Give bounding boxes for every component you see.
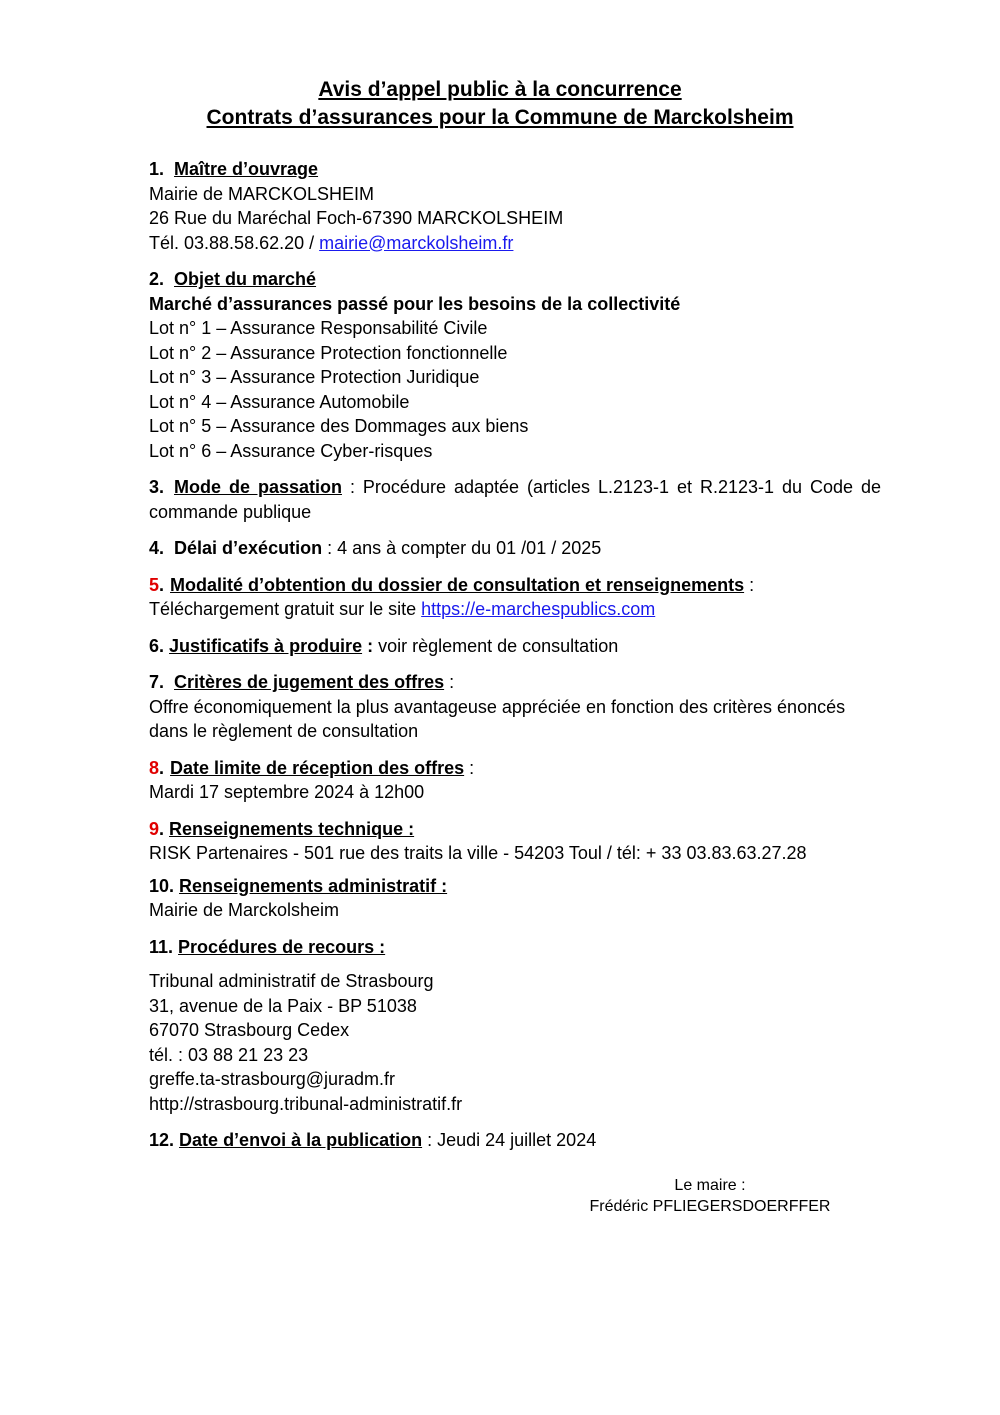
section-number: 1. [149,159,165,179]
owner-email-link[interactable]: mairie@marckolsheim.fr [319,232,514,253]
section-title: Date d’envoi à la publication [179,1130,423,1150]
sub-title: Contrats d’assurances pour la Commune de Marckolsheim [206,106,794,129]
section-title: Mode de passation [174,477,342,497]
section-title: Renseignements administratif : [179,875,448,896]
owner-phone: Tél. 03.88.58.62.20 / [149,232,320,253]
recours-url: http://strasbourg.tribunal-administratif.fr [149,1093,463,1114]
recours-line: 67070 Strasbourg Cedex [149,1020,350,1040]
lot-item: Lot n° 6 – Assurance Cyber-risques [149,440,433,461]
section-number-dot: . [159,574,165,595]
signature-name: Frédéric PFLIEGERSDOERFFER [589,1198,831,1215]
section-criteres [149,670,881,744]
section-number: 3. [149,477,165,497]
lot-item: Lot n° 4 – Assurance Automobile [149,391,410,412]
owner-name: Mairie de MARCKOLSHEIM [149,183,375,204]
recours-line: Tribunal administratif de Strasbourg [149,971,434,991]
section-title: Justificatifs à produire [169,635,363,656]
section-colon: : [464,757,475,778]
section-title: Maître d’ouvrage [174,159,319,179]
section-text: Mardi 17 septembre 2024 à 12h00 [149,782,425,802]
owner-address: 26 Rue du Maréchal Foch-67390 MARCKOLSHEIM [149,208,564,228]
section-text: : Procédure adaptée (articles L.2123-1 et R.2123-1 du Code de commande publique [149,477,881,522]
section-number: 4. [149,538,165,558]
main-title: Avis d’appel public à la concurrence [318,78,682,101]
section-title: Renseignements technique : [169,818,415,839]
section-date-envoi [149,1128,881,1153]
section-number: 2. [149,269,165,289]
section-title: Date limite de réception des offres [170,757,465,778]
section-number: 7. [149,672,165,692]
section-text: dans le règlement de consultation [149,721,419,741]
section-modalite [149,573,881,622]
section-number: 5 [149,574,160,595]
section-colon: : [444,672,455,692]
section-text: voir règlement de consultation [373,635,619,656]
section-date-limite [149,756,881,805]
section-number-dot: . [159,818,165,839]
section-text: : Jeudi 24 juillet 2024 [422,1130,597,1150]
lot-item: Lot n° 1 – Assurance Responsabilité Civile [149,318,488,338]
section-number: 12. [149,1130,175,1150]
section-title: Critères de jugement des offres [174,672,445,692]
section-number: 6. [149,635,165,656]
objet-subtitle: Marché d’assurances passé pour les besoins de la collectivité [149,293,681,314]
section-number-dot: . [159,757,165,778]
lot-item: Lot n° 3 – Assurance Protection Juridique [149,367,480,387]
section-text: RISK Partenaires - 501 rue des traits la ville - 54203 Toul / tél: + 33 03.83.63.27.28 [149,843,807,863]
document-body [149,157,881,1165]
section-text: : 4 ans à compter du 01 /01 / 2025 [322,538,602,558]
section-colon: : [744,574,755,595]
signature-role: Le maire : [674,1177,746,1194]
section-number: 11. [149,936,174,957]
recours-line: 31, avenue de la Paix - BP 51038 [149,995,417,1016]
recours-line: tél. : 03 88 21 23 23 [149,1044,309,1065]
lot-item: Lot n° 2 – Assurance Protection fonctionnelle [149,342,508,363]
marches-publics-link[interactable]: https://e-marchespublics.com [421,599,656,619]
section-text: Mairie de Marckolsheim [149,900,340,920]
section-renseignements-technique [149,817,881,866]
section-number: 10. [149,875,175,896]
section-text: Téléchargement gratuit sur le site [149,599,422,619]
recours-email: greffe.ta-strasbourg@juradm.fr [149,1069,396,1089]
section-recours [149,935,881,1117]
document-header [0,76,1000,132]
section-title: Objet du marché [174,269,317,289]
section-objet [149,267,881,463]
section-colon: : [362,635,374,656]
section-number: 8 [149,757,160,778]
section-justificatifs [149,634,881,659]
section-renseignements-administratif [149,874,881,923]
lot-item: Lot n° 5 – Assurance des Dommages aux biens [149,416,529,436]
section-number: 9 [149,818,160,839]
section-title: Modalité d’obtention du dossier de consultation et renseignements [170,574,745,595]
section-title: Délai d’exécution [174,538,323,558]
section-delai [149,536,881,561]
section-maitre-ouvrage [149,157,881,255]
signature-block [560,1175,860,1217]
section-text: Offre économiquement la plus avantageuse appréciée en fonction des critères énoncés [149,696,846,717]
section-title: Procédures de recours : [178,936,386,957]
section-mode-passation [149,475,881,524]
